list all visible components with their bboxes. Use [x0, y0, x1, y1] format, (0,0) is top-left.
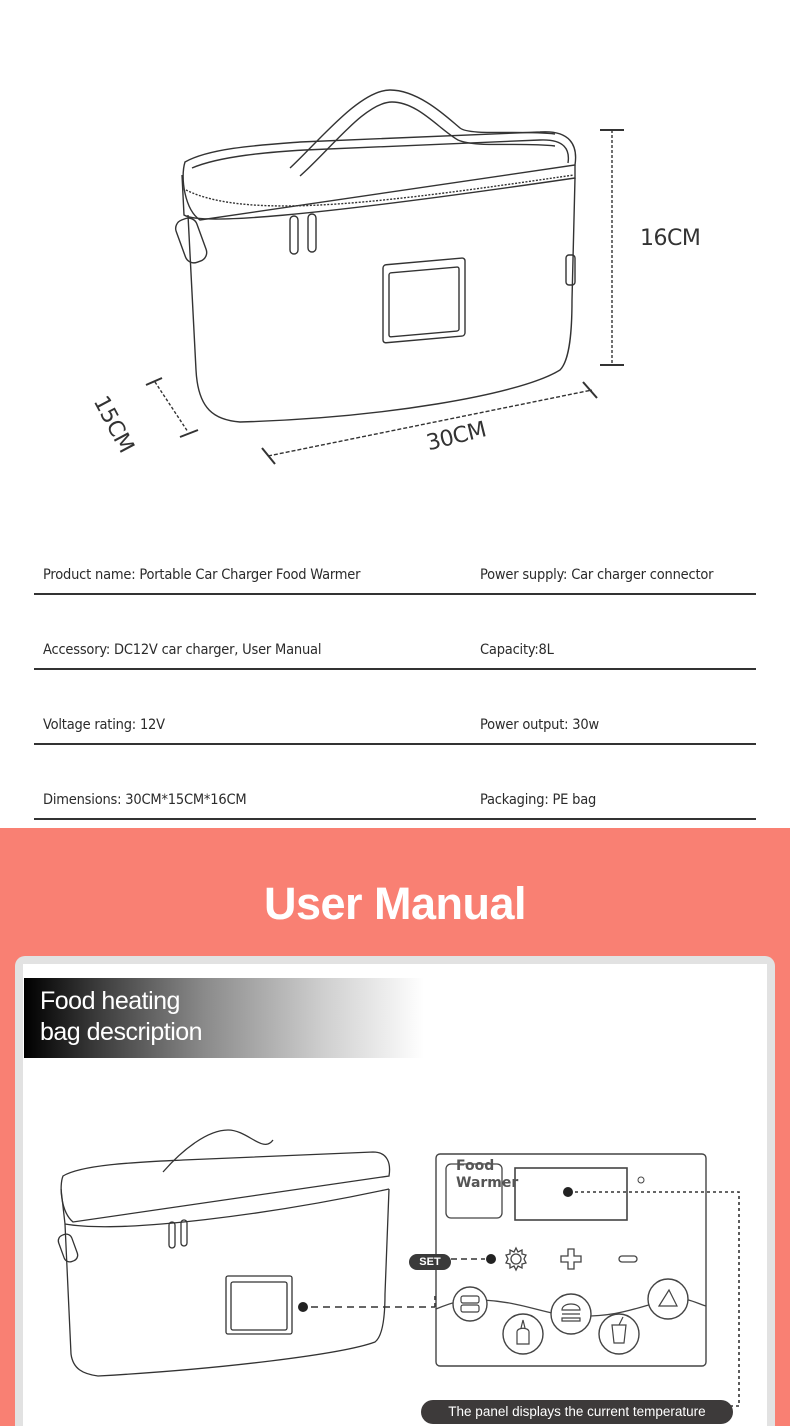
user-manual-section: [0, 828, 790, 1426]
spec-voltage: Voltage rating: 12V: [43, 717, 165, 733]
spec-power-output: Power output: 30w: [480, 717, 599, 733]
spec-capacity: Capacity:8L: [480, 642, 554, 658]
spec-packaging: Packaging: PE bag: [480, 792, 597, 808]
bag-dimension-illustration: [0, 0, 790, 500]
set-button-label: SET: [409, 1254, 451, 1270]
manual-title: User Manual: [263, 878, 527, 929]
depth-dimension-label: 15CM: [87, 392, 139, 458]
spec-row: [34, 745, 756, 820]
section-heading-line1: Food heating: [40, 987, 180, 1015]
section-heading-line2: bag description: [40, 1018, 203, 1046]
logo-line2: Warmer: [456, 1175, 519, 1191]
logo-line1: Food: [456, 1158, 495, 1174]
manual-card-content: [23, 964, 767, 1426]
panel-diagram-icon: [23, 964, 767, 1426]
food-warmer-logo: [456, 1158, 518, 1192]
spec-power-supply: Power supply: Car charger connector: [480, 567, 714, 583]
manual-card: [15, 956, 775, 1426]
spec-row: [34, 595, 756, 670]
spec-product-name: Product name: Portable Car Charger Food Warmer: [43, 567, 361, 583]
spec-accessory: Accessory: DC12V car charger, User Manual: [43, 642, 322, 658]
height-dimension-label: 16CM: [640, 226, 701, 251]
spec-row: [34, 670, 756, 745]
spec-dimensions: Dimensions: 30CM*15CM*16CM: [43, 792, 247, 808]
spec-row: [34, 520, 756, 595]
spec-table: [34, 520, 756, 820]
gear-icon: [506, 1248, 526, 1270]
length-dimension-label: 30CM: [424, 417, 489, 457]
temperature-caption: The panel displays the current temperature: [421, 1400, 733, 1424]
